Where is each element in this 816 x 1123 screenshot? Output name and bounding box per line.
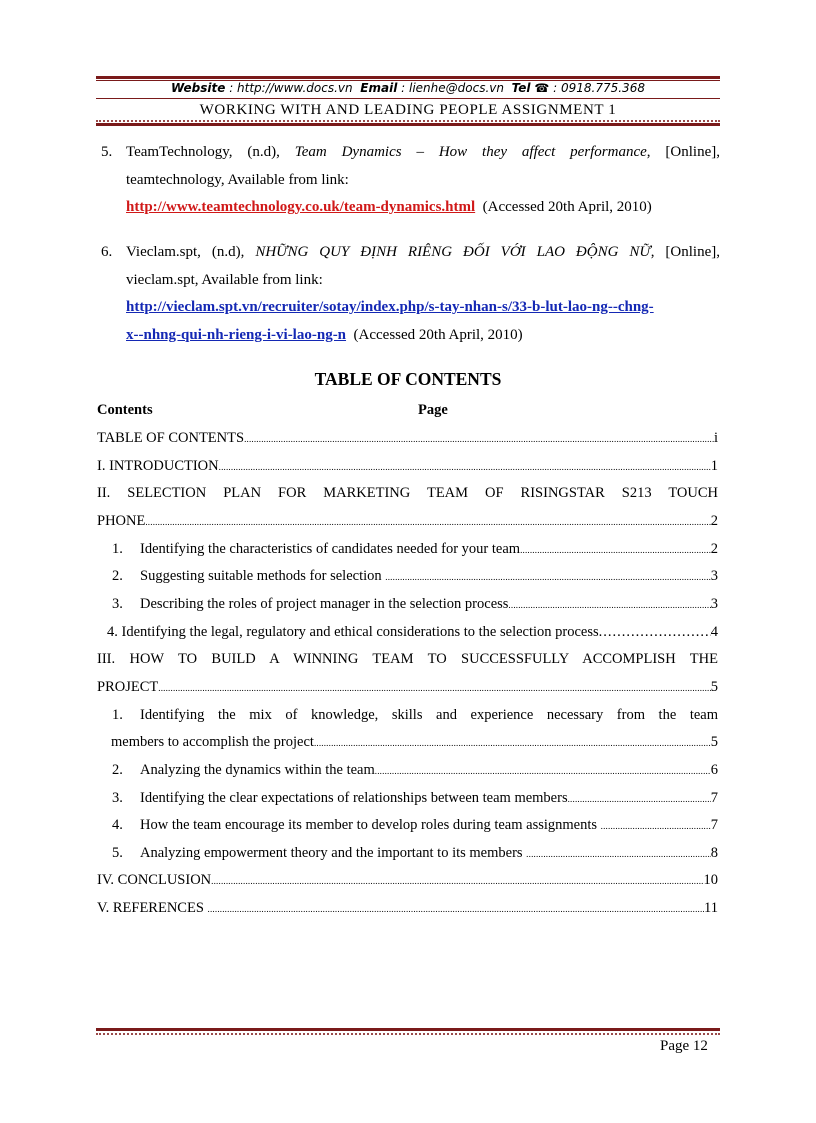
footer-rule-dots — [96, 1033, 720, 1035]
toc-heading: TABLE OF CONTENTS — [314, 369, 502, 389]
reference-item-6 — [101, 239, 720, 349]
toc-subentry[interactable]: 2. Suggesting suitable methods for selection ..... 3 — [112, 566, 718, 586]
toc-entry-continued[interactable]: PROJECT ..... 5 — [97, 677, 718, 697]
website-label: Website — [171, 81, 226, 95]
toc-subentry[interactable]: 4. How the team encourage its member to develop roles during team assignments ..... 7 — [112, 815, 718, 835]
reference-link-continued[interactable]: x--nhng-qui-nh-rieng-i-vi-lao-ng-n — [126, 326, 347, 343]
toc-entry[interactable]: TABLE OF CONTENTS ..... i — [97, 428, 718, 448]
page-number: Page 12 — [660, 1038, 708, 1054]
reference-source: , [Online], — [646, 144, 720, 160]
email-value[interactable]: : lienhe@docs.vn — [401, 81, 504, 95]
toc-column-page: Page — [418, 402, 448, 418]
header-rule-dots — [96, 120, 720, 122]
reference-number: 5. — [101, 144, 113, 160]
header-rule-top — [96, 76, 720, 79]
header-contact-line — [96, 81, 720, 96]
email-label: Email — [360, 81, 398, 95]
toc-entry[interactable]: III. HOW TO BUILD A WINNING TEAM TO SUCCESSFULLY ACCOMPLISH THE — [97, 651, 718, 667]
toc-subentry[interactable]: 1. Identifying the characteristics of candidates needed for your team ..... 2 — [112, 539, 718, 559]
reference-accessed: (Accessed 20th April, 2010) — [482, 199, 652, 215]
tel-label: Tel — [511, 81, 531, 95]
toc-column-contents: Contents — [97, 402, 153, 418]
reference-author: TeamTechnology, (n.d), — [126, 144, 295, 160]
toc-subentry[interactable]: 5. Analyzing empowerment theory and the important to its members ..... 8 — [112, 843, 718, 863]
toc-subentry[interactable]: 3. Describing the roles of project manager in the selection process ..... 3 — [112, 594, 718, 614]
toc-entry[interactable]: I. INTRODUCTION ..... 1 — [97, 456, 718, 476]
reference-availability: vieclam.spt, Available from link: — [126, 271, 323, 288]
reference-accessed: (Accessed 20th April, 2010) — [353, 326, 523, 343]
reference-number: 6. — [101, 244, 113, 260]
reference-item-5 — [101, 139, 720, 222]
toc-subentry[interactable]: 2. Analyzing the dynamics within the team ..... 6 — [112, 760, 718, 780]
toc-subentry[interactable]: 1. Identifying the mix of knowledge, skills and experience necessary from the team — [112, 707, 718, 723]
document-title: WORKING WITH AND LEADING PEOPLE ASSIGNMENT 1 — [199, 102, 617, 118]
reference-title: Team Dynamics – How they affect performance — [294, 144, 647, 160]
toc-entry[interactable]: V. REFERENCES ..... 11 — [97, 898, 718, 918]
toc-subentry-continued[interactable]: members to accomplish the project ..... 5 — [111, 732, 718, 752]
reference-source: , [Online], — [650, 244, 720, 260]
reference-availability: teamtechnology, Available from link: — [126, 171, 349, 188]
footer-rule-top — [96, 1028, 720, 1031]
reference-author: Vieclam.spt, (n.d), — [126, 244, 256, 260]
toc-entry[interactable]: II. SELECTION PLAN FOR MARKETING TEAM OF RISINGSTAR S213 TOUCH — [97, 485, 718, 501]
toc-entry-continued[interactable]: PHONE ..... 2 — [97, 511, 718, 531]
toc-subentry[interactable]: 4. Identifying the legal, regulatory and ethical considerations to the selection process ..... 4 — [107, 622, 718, 642]
reference-link[interactable]: http://www.teamtechnology.co.uk/team-dynamics.html — [126, 199, 476, 215]
header-rule-bottom — [96, 123, 720, 126]
toc-subentry[interactable]: 3. Identifying the clear expectations of relationships between team members ..... 7 — [112, 788, 718, 808]
reference-title: NHỮNG QUY ĐỊNH RIÊNG ĐỐI VỚI LAO ĐỘNG NỮ — [255, 244, 651, 260]
toc-entry[interactable]: IV. CONCLUSION ..... 10 — [97, 870, 718, 890]
phone-icon: ☎ — [534, 81, 550, 95]
reference-link[interactable]: http://vieclam.spt.vn/recruiter/sotay/index.php/s-tay-nhan-s/33-b-lut-lao-ng--chng- — [126, 299, 654, 315]
tel-value: : 0918.775.368 — [553, 81, 645, 95]
header-rule-mid — [96, 98, 720, 99]
website-value[interactable]: : http://www.docs.vn — [229, 81, 353, 95]
